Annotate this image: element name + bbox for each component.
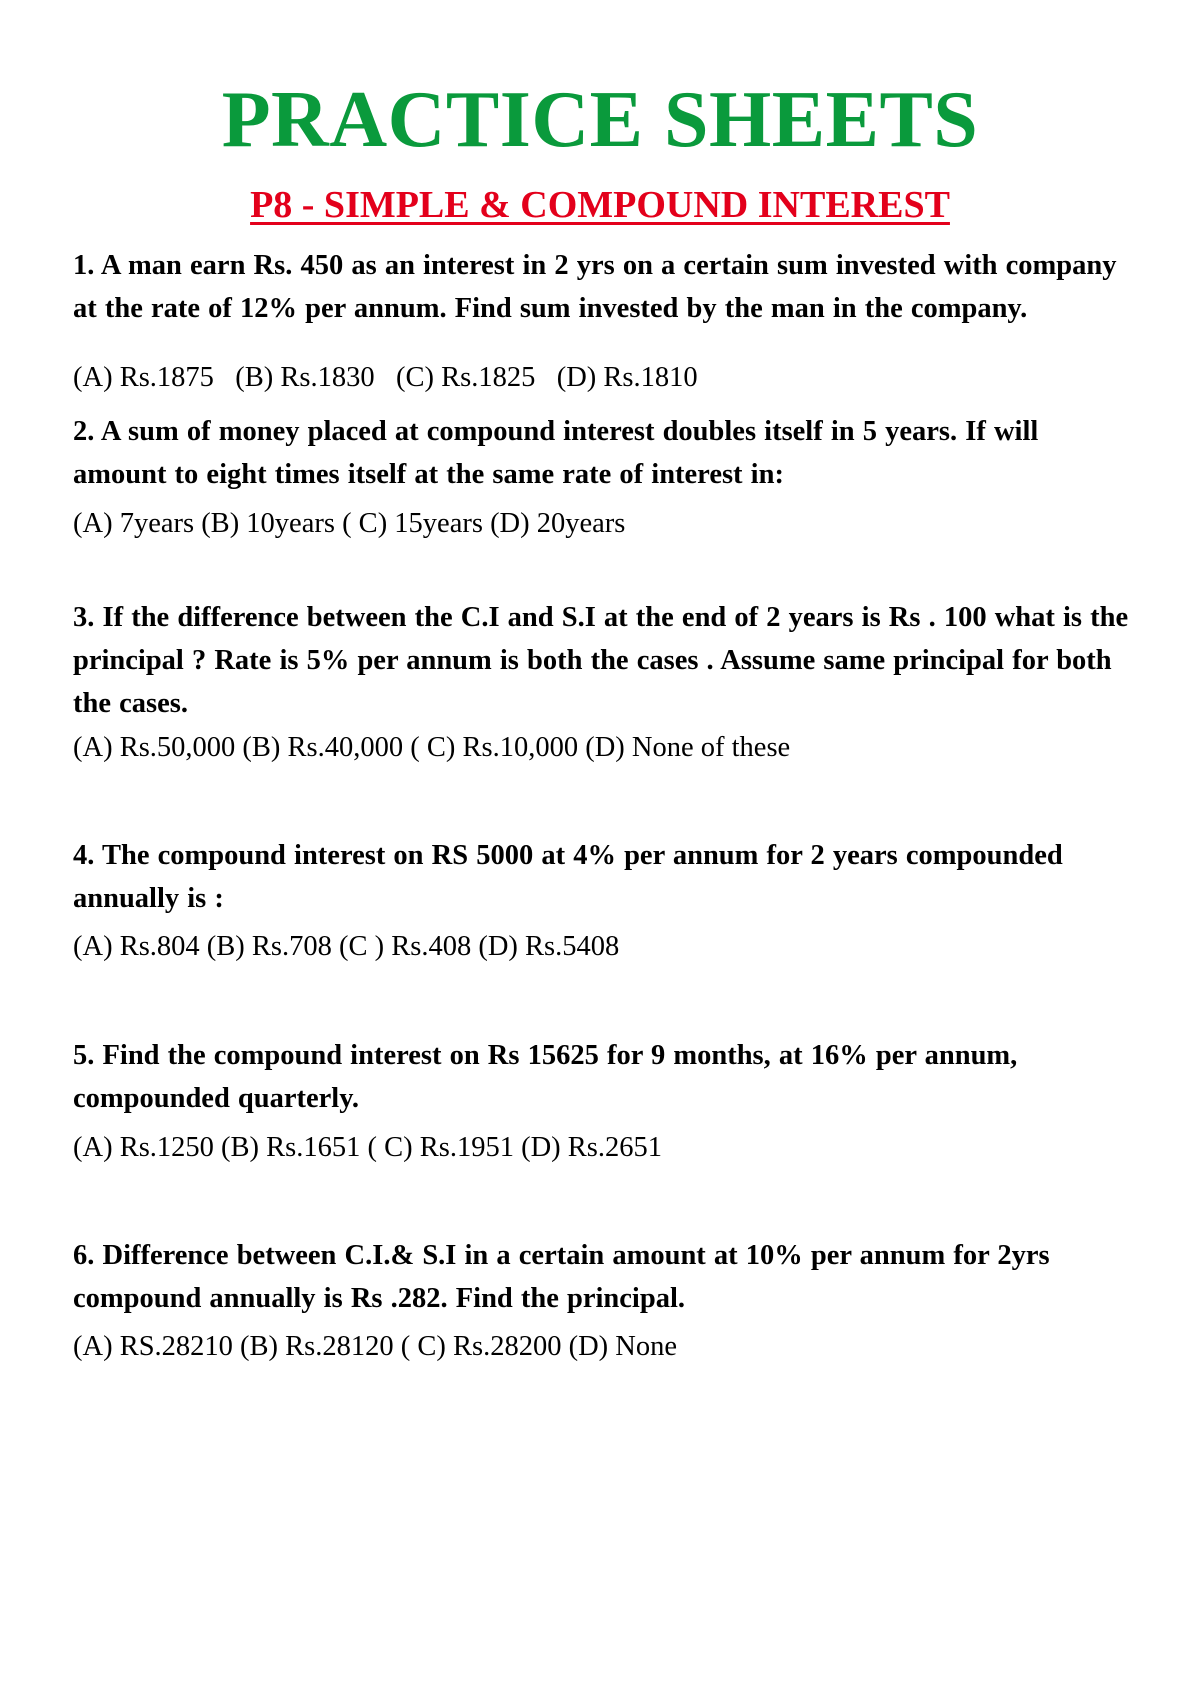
question-5-options: (A) Rs.1250 (B) Rs.1651 ( C) Rs.1951 (D) Rs.2651 xyxy=(73,1132,663,1163)
question-6-options: (A) RS.28210 (B) Rs.28120 ( C) Rs.28200 (D) None xyxy=(73,1331,678,1362)
question-6-text: 6. Difference between C.I.& S.I in a certain amount at 10% per annum for 2yrs compound annually is Rs .282. Find the principal. xyxy=(73,1240,1050,1314)
question-2-options: (A) 7years (B) 10years ( C) 15years (D) 20years xyxy=(73,508,626,539)
question-4-options: (A) Rs.804 (B) Rs.708 (C ) Rs.408 (D) Rs.5408 xyxy=(73,931,620,962)
question-3-text: 3. If the difference between the C.I and S.I at the end of 2 years is Rs . 100 what is the principal ? Rate is 5% per annum is both the cases . Assume same principal for both the cases. xyxy=(73,602,1129,719)
question-3-options: (A) Rs.50,000 (B) Rs.40,000 ( C) Rs.10,000 (D) None of these xyxy=(73,732,791,763)
question-2-text: 2. A sum of money placed at compound interest doubles itself in 5 years. If will amount to eight times itself at the same rate of interest in: xyxy=(73,416,1039,490)
question-4-text: 4. The compound interest on RS 5000 at 4% per annum for 2 years compounded annually is : xyxy=(73,840,1063,914)
page-title: PRACTICE SHEETS xyxy=(221,76,979,164)
question-1-options: (A) Rs.1875 (B) Rs.1830 (C) Rs.1825 (D) Rs.1810 xyxy=(73,362,698,393)
question-5-text: 5. Find the compound interest on Rs 15625 for 9 months, at 16% per annum, compounded quarterly. xyxy=(73,1040,1018,1114)
question-1-text: 1. A man earn Rs. 450 as an interest in 2 yrs on a certain sum invested with company at the rate of 12% per annum. Find sum invested by the man in the company. xyxy=(73,250,1117,324)
page-subtitle: P8 - SIMPLE & COMPOUND INTEREST xyxy=(250,184,950,226)
